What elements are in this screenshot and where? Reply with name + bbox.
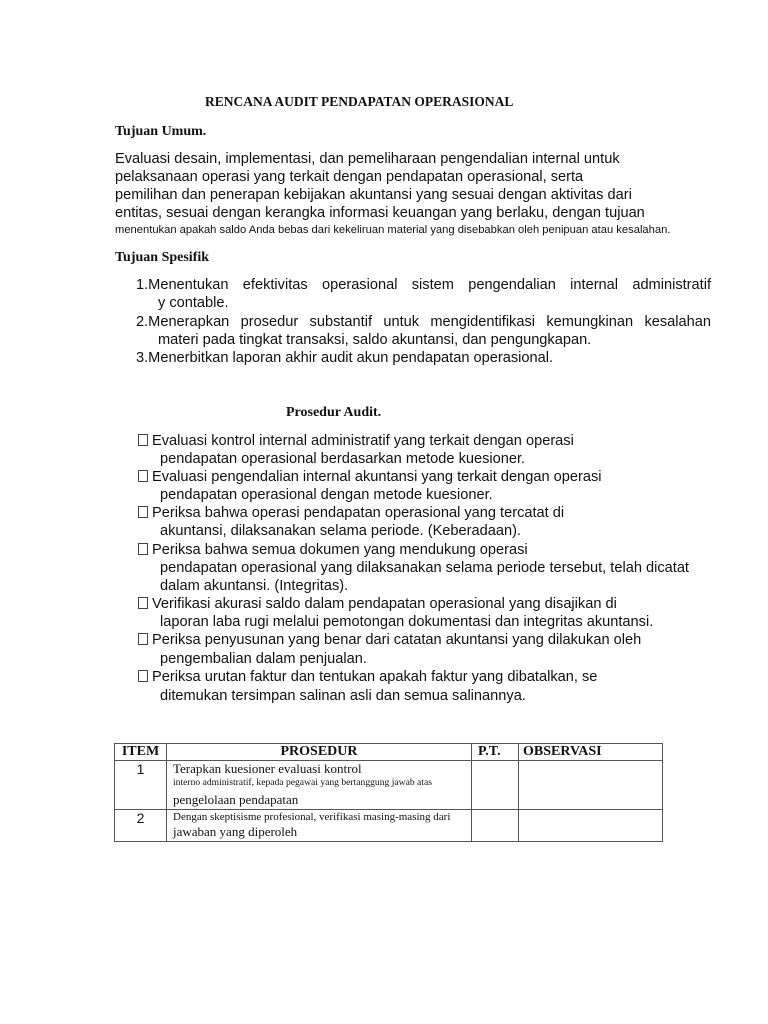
row-item-number: 1 — [115, 761, 167, 810]
row-pt — [472, 761, 519, 810]
prosedur-item-cont: laporan laba rugi melalui pemotongan dokumentasi dan integritas akuntansi. — [160, 614, 654, 630]
tujuan-umum-line: menentukan apakah saldo Anda bebas dari kekeliruan material yang disebabkan oleh penipuan atau kesalahan. — [115, 224, 671, 236]
table-header-row — [115, 744, 663, 761]
spesifik-item: 3.Menerbitkan laporan akhir audit akun pendapatan operasional. — [136, 350, 554, 366]
spesifik-item: 2.Menerapkan prosedur substantif untuk mengidentifikasi kemungkinan kesalahan — [136, 314, 711, 330]
prosedur-item: Evaluasi pengendalian internal akuntansi yang terkait dengan operasi — [138, 469, 601, 485]
table-row — [115, 810, 663, 842]
spesifik-item-cont: materi pada tingkat transaksi, saldo akuntansi, dan pengungkapan. — [158, 332, 592, 348]
spesifik-item-cont: y contable. — [158, 295, 229, 311]
bullet-box-icon — [138, 506, 148, 518]
bullet-box-icon — [138, 434, 148, 446]
document-title: RENCANA AUDIT PENDAPATAN OPERASIONAL — [205, 94, 514, 109]
tujuan-umum-line: pemilihan dan penerapan kebijakan akuntansi yang sesuai dengan aktivitas dari — [115, 187, 632, 203]
row-prosedur-line: Dengan skeptisisme profesional, verifikasi masing-masing dari — [173, 811, 451, 823]
prosedur-item: Periksa bahwa operasi pendapatan operasional yang tercatat di — [138, 505, 564, 521]
header-item: ITEM — [115, 744, 167, 761]
prosedur-item-cont: ditemukan tersimpan salinan asli dan semua salinannya. — [160, 688, 526, 704]
row-prosedur-line: Terapkan kuesioner evaluasi kontrol — [173, 761, 362, 776]
prosedur-item: Periksa penyusunan yang benar dari catatan akuntansi yang dilakukan oleh — [138, 632, 641, 648]
prosedur-item-cont: pendapatan operasional berdasarkan metode kuesioner. — [160, 451, 526, 467]
bullet-box-icon — [138, 470, 148, 482]
tujuan-umum-line: entitas, sesuai dengan kerangka informasi keuangan yang berlaku, dengan tujuan — [115, 205, 645, 221]
row-pt — [472, 810, 519, 842]
header-pt: P.T. — [472, 744, 519, 761]
prosedur-audit-heading: Prosedur Audit. — [286, 405, 382, 420]
prosedur-item-cont: dalam akuntansi. (Integritas). — [160, 578, 349, 594]
header-prosedur: PROSEDUR — [167, 744, 472, 761]
bullet-box-icon — [138, 633, 148, 645]
tujuan-spesifik-heading: Tujuan Spesifik — [115, 250, 210, 265]
row-observasi — [519, 810, 663, 842]
row-prosedur-line: pengelolaan pendapatan — [173, 792, 299, 807]
prosedur-item: Periksa bahwa semua dokumen yang mendukung operasi — [138, 542, 528, 558]
prosedur-item: Periksa urutan faktur dan tentukan apakah faktur yang dibatalkan, se — [138, 669, 597, 685]
row-prosedur — [167, 810, 472, 842]
prosedur-item-cont: pendapatan operasional dengan metode kuesioner. — [160, 487, 493, 503]
prosedur-item-cont: pendapatan operasional yang dilaksanakan selama periode tersebut, telah dicatat — [160, 560, 689, 576]
prosedur-item: Evaluasi kontrol internal administratif yang terkait dengan operasi — [138, 433, 574, 449]
tujuan-umum-heading: Tujuan Umum. — [115, 124, 207, 139]
header-observasi: OBSERVASI — [519, 744, 663, 761]
prosedur-item-cont: pengembalian dalam penjualan. — [160, 651, 367, 667]
tujuan-umum-line: Evaluasi desain, implementasi, dan pemeliharaan pengendalian internal untuk — [115, 151, 620, 167]
audit-procedure-table — [114, 743, 663, 842]
row-observasi — [519, 761, 663, 810]
row-item-number: 2 — [115, 810, 167, 842]
bullet-box-icon — [138, 543, 148, 555]
tujuan-umum-line: pelaksanaan operasi yang terkait dengan pendapatan operasional, serta — [115, 169, 584, 185]
bullet-box-icon — [138, 597, 148, 609]
row-prosedur-line: jawaban yang diperoleh — [173, 824, 298, 839]
prosedur-item-cont: akuntansi, dilaksanakan selama periode. (Keberadaan). — [160, 523, 522, 539]
row-prosedur — [167, 761, 472, 810]
table-row — [115, 761, 663, 810]
bullet-box-icon — [138, 670, 148, 682]
spesifik-item: 1.Menentukan efektivitas operasional sistem pengendalian internal administratif — [136, 277, 711, 293]
prosedur-item: Verifikasi akurasi saldo dalam pendapatan operasional yang disajikan di — [138, 596, 617, 612]
row-prosedur-line: interno administratif, kepada pegawai yang bertanggung jawab atas — [173, 777, 432, 788]
